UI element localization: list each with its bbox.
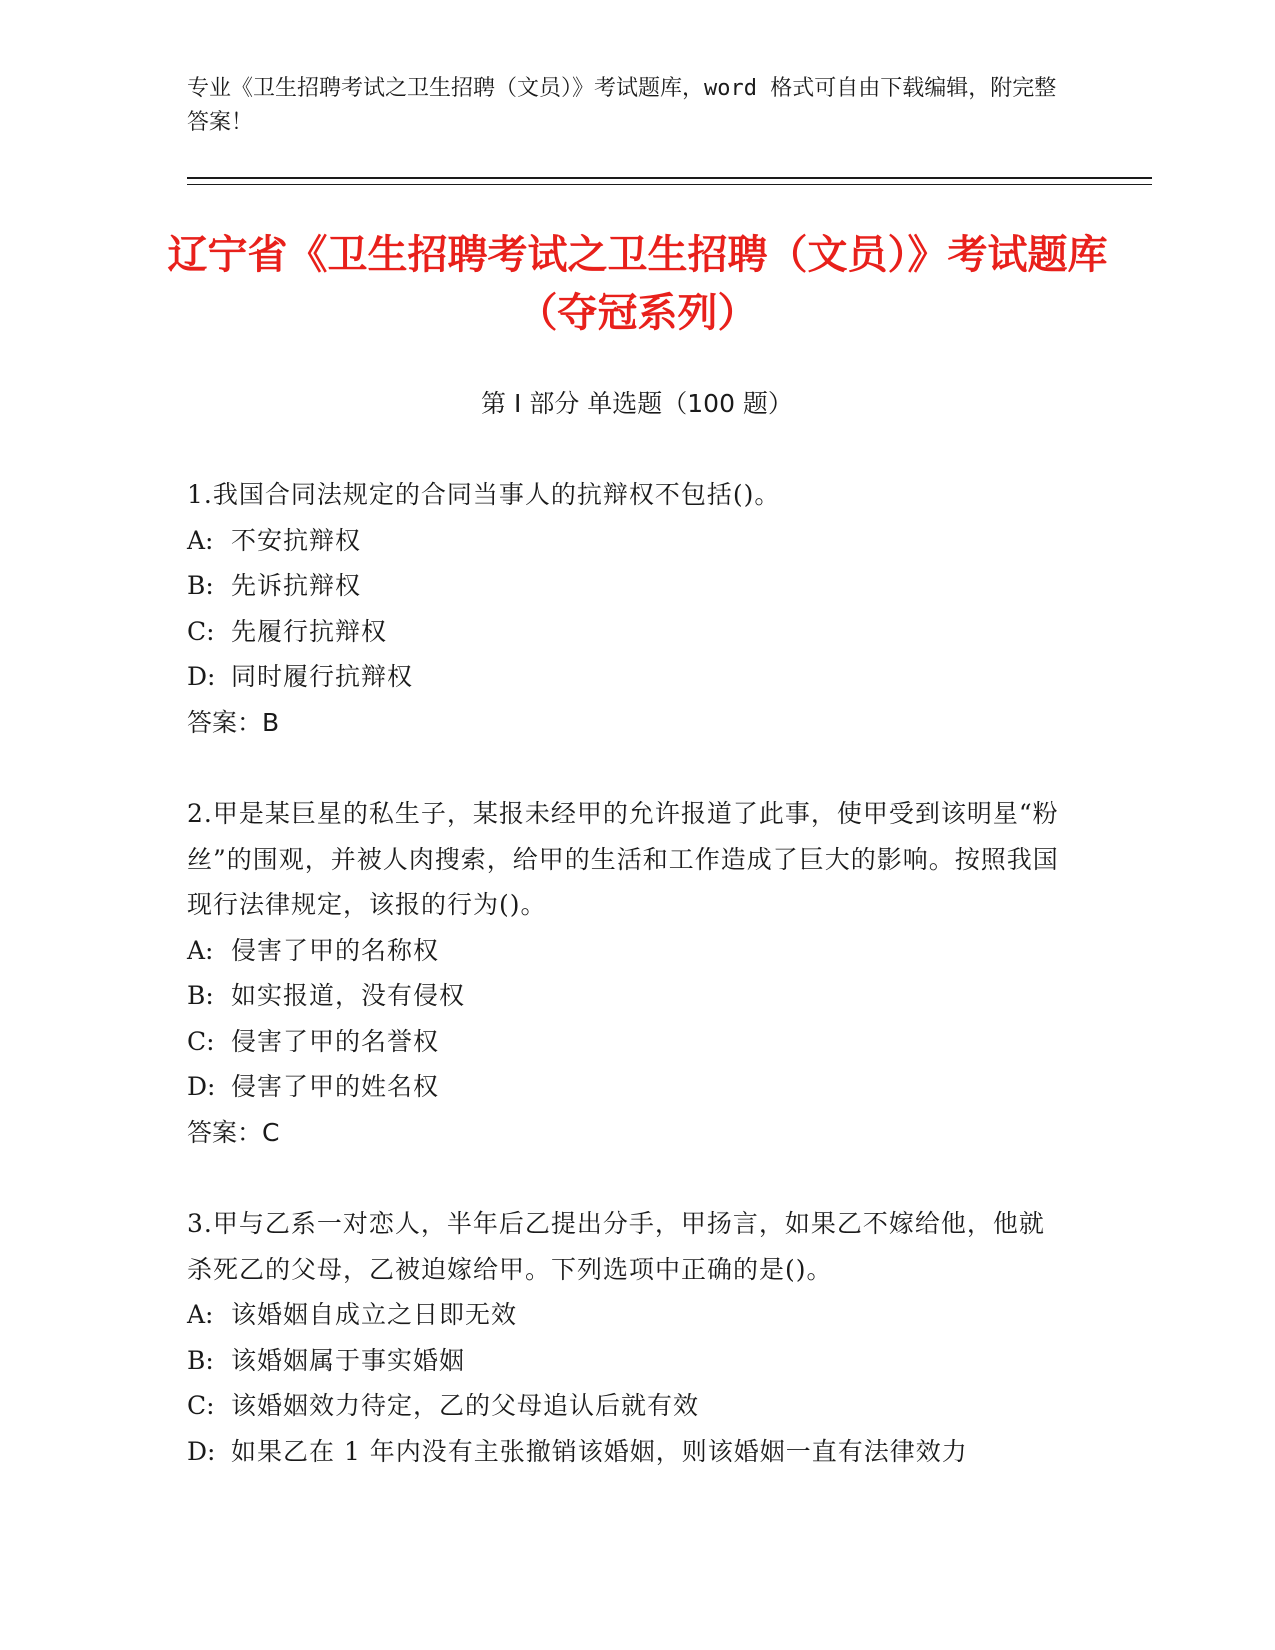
answer-line: 答案：C [187, 1117, 280, 1147]
option-text: 如果乙在 1 年内没有主张撤销该婚姻，则该婚姻一直有法律效力 [231, 1436, 968, 1466]
option-letter: D: [187, 1072, 216, 1101]
question-2 [187, 791, 1067, 1155]
option-c [187, 1019, 1067, 1065]
option-b [187, 973, 1067, 1019]
header-divider-thick [187, 177, 1152, 179]
option-a [187, 518, 1067, 564]
option-letter: A: [187, 525, 214, 555]
option-letter: B: [187, 1345, 214, 1375]
option-letter: B: [187, 571, 214, 600]
question-stem: 3.甲与乙系一对恋人，半年后乙提出分手，甲扬言，如果乙不嫁给他，他就杀死乙的父母，乙被迫嫁给甲。下列选项中正确的是()。 [187, 1209, 1045, 1284]
question-list [187, 472, 1067, 1520]
option-text: 先诉抗辩权 [231, 571, 362, 600]
section-heading: 第 I 部分 单选题（100 题） [481, 389, 793, 418]
option-letter: A: [187, 1300, 214, 1329]
option-text: 侵害了甲的名称权 [231, 935, 440, 965]
option-text: 如实报道，没有侵权 [231, 981, 466, 1010]
answer-line: 答案：B [187, 707, 280, 737]
header-note: 专业《卫生招聘考试之卫生招聘（文员）》考试题库，word 格式可自由下载编辑，附完整答案！ [187, 76, 1057, 135]
option-text: 不安抗辩权 [231, 525, 362, 555]
option-d [187, 654, 1067, 700]
option-a [187, 1292, 1067, 1338]
option-letter: C: [187, 1391, 215, 1420]
option-text: 该婚姻自成立之日即无效 [231, 1300, 518, 1329]
option-d [187, 1064, 1067, 1110]
option-c [187, 609, 1067, 655]
option-c [187, 1383, 1067, 1429]
option-text: 侵害了甲的名誉权 [231, 1026, 440, 1056]
option-text: 同时履行抗辩权 [231, 662, 414, 691]
option-d [187, 1429, 1067, 1475]
question-1 [187, 472, 1067, 745]
header-divider-thin [187, 184, 1152, 185]
option-a [187, 928, 1067, 974]
question-stem: 2.甲是某巨星的私生子，某报未经甲的允许报道了此事，使甲受到该明星“粉丝”的围观，并被人肉搜索，给甲的生活和工作造成了巨大的影响。按照我国现行法律规定，该报的行为()。 [187, 799, 1059, 919]
option-letter: A: [187, 935, 214, 965]
option-letter: D: [187, 662, 216, 691]
option-b [187, 563, 1067, 609]
option-b [187, 1338, 1067, 1384]
option-text: 该婚姻效力待定，乙的父母追认后就有效 [231, 1391, 700, 1420]
option-letter: C: [187, 1026, 215, 1056]
question-3 [187, 1201, 1067, 1474]
option-letter: C: [187, 616, 215, 646]
option-letter: B: [187, 981, 214, 1010]
option-text: 先履行抗辩权 [231, 616, 388, 646]
document-title: 辽宁省《卫生招聘考试之卫生招聘（文员）》考试题库（夺冠系列） [167, 232, 1108, 336]
option-text: 侵害了甲的姓名权 [231, 1072, 440, 1101]
question-stem: 1.我国合同法规定的合同当事人的抗辩权不包括()。 [187, 480, 781, 509]
option-text: 该婚姻属于事实婚姻 [231, 1345, 466, 1375]
option-letter: D: [187, 1436, 216, 1466]
